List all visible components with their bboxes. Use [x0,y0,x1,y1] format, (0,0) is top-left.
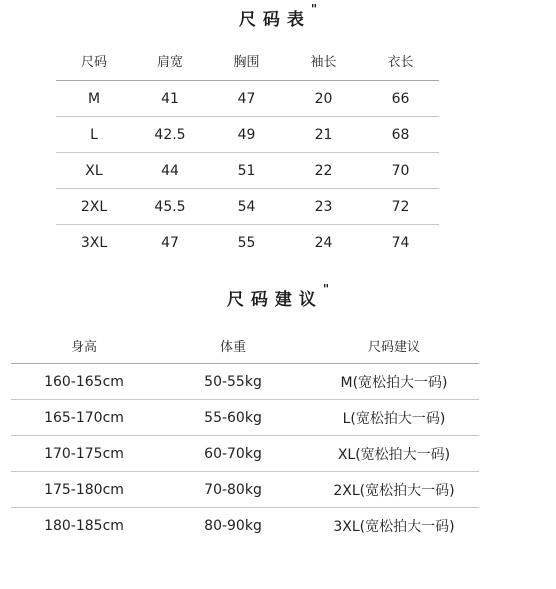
cell-sleeve: 22 [285,153,362,189]
cell-sleeve: 23 [285,189,362,225]
cell-sleeve: 24 [285,225,362,261]
cell-length: 66 [362,81,439,117]
cell-shoulder: 42.5 [132,117,208,153]
table-row [11,436,479,472]
header-length: 衣长 [387,54,414,70]
cell-chest: 51 [208,153,285,189]
cell-height: 175-180cm [11,472,157,508]
table-row [56,153,439,189]
cell-size: XL [56,153,132,189]
cell-chest: 54 [208,189,285,225]
cell-recommended-size: M(宽松拍大一码) [309,364,479,400]
recommendation-title [0,282,556,310]
cell-size: M [56,81,132,117]
size-chart-table [56,40,439,260]
header-chest: 胸围 [233,54,260,70]
cell-weight: 60-70kg [157,436,309,472]
cell-weight: 70-80kg [157,472,309,508]
size-chart-title-text: 尺码表 [238,10,311,30]
cell-sleeve: 21 [285,117,362,153]
table-row [11,364,479,400]
header-recommended-size: 尺码建议 [367,339,420,355]
size-chart-header-row [56,40,439,81]
recommendation-title-text: 尺码建议 [226,290,323,310]
table-row [11,472,479,508]
cell-size: L [56,117,132,153]
table-row [56,117,439,153]
table-row [11,400,479,436]
cell-height: 180-185cm [11,508,157,544]
cell-recommended-size: XL(宽松拍大一码) [309,436,479,472]
title-accent-mark: " [322,282,330,296]
cell-sleeve: 20 [285,81,362,117]
cell-recommended-size: L(宽松拍大一码) [309,400,479,436]
size-recommendation-table [11,327,479,543]
cell-weight: 55-60kg [157,400,309,436]
header-size: 尺码 [80,54,107,70]
header-shoulder: 肩宽 [156,54,183,70]
cell-length: 72 [362,189,439,225]
cell-height: 170-175cm [11,436,157,472]
cell-shoulder: 47 [132,225,208,261]
cell-length: 70 [362,153,439,189]
cell-shoulder: 44 [132,153,208,189]
table-row [56,189,439,225]
cell-height: 160-165cm [11,364,157,400]
cell-recommended-size: 2XL(宽松拍大一码) [309,472,479,508]
header-weight: 体重 [219,339,246,355]
cell-length: 74 [362,225,439,261]
recommendation-header-row [11,327,479,364]
table-row [56,225,439,261]
cell-shoulder: 45.5 [132,189,208,225]
title-accent-mark: " [310,2,318,16]
cell-size: 3XL [56,225,132,261]
table-row [11,508,479,544]
size-chart-title [0,2,556,30]
cell-chest: 55 [208,225,285,261]
header-sleeve: 袖长 [310,54,337,70]
table-row [56,81,439,117]
header-height: 身高 [70,339,97,355]
cell-chest: 47 [208,81,285,117]
cell-weight: 50-55kg [157,364,309,400]
cell-size: 2XL [56,189,132,225]
cell-height: 165-170cm [11,400,157,436]
cell-shoulder: 41 [132,81,208,117]
cell-length: 68 [362,117,439,153]
cell-recommended-size: 3XL(宽松拍大一码) [309,508,479,544]
cell-chest: 49 [208,117,285,153]
cell-weight: 80-90kg [157,508,309,544]
